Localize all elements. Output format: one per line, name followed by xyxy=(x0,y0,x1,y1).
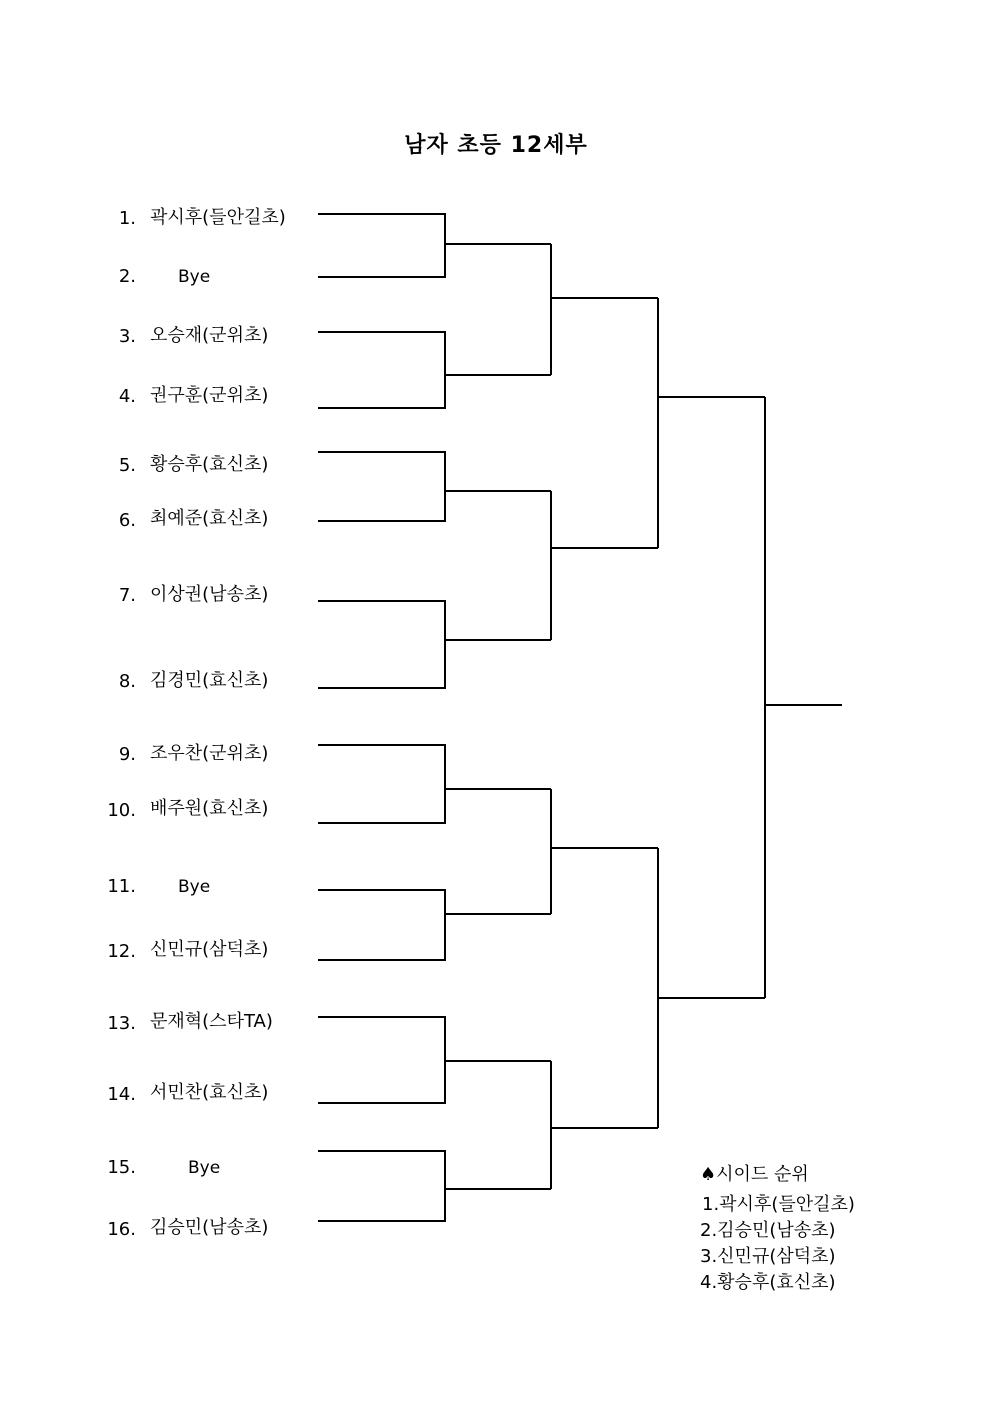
seed-item: 2.김승민(남송초) xyxy=(700,1220,836,1241)
entry-name: 김승민(남송초) xyxy=(150,1217,269,1238)
entry-number: 8. xyxy=(118,671,136,692)
entry-name: 신민규(삼덕초) xyxy=(150,939,269,960)
entry-name: Bye xyxy=(178,267,211,287)
match-line xyxy=(318,601,551,688)
match-line xyxy=(551,244,658,375)
entry-name: 권구훈(군위초) xyxy=(150,385,269,406)
match-line xyxy=(318,332,551,408)
entry-number: 11. xyxy=(107,876,136,897)
match-line xyxy=(551,491,658,640)
match-line xyxy=(318,452,551,521)
entry-number: 4. xyxy=(118,386,136,407)
entry-name: 이상권(남송초) xyxy=(150,584,269,605)
match-line xyxy=(318,890,551,960)
seed-item: 4.황승후(효신초) xyxy=(700,1272,836,1293)
entry-name: 최예준(효신초) xyxy=(150,508,269,529)
entry-number: 3. xyxy=(118,326,136,347)
match-line xyxy=(765,397,842,998)
match-line xyxy=(551,1061,658,1189)
entry-number: 6. xyxy=(118,510,136,531)
entry-number: 15. xyxy=(107,1157,136,1178)
seed-ranking-title: ♠시이드 순위 xyxy=(700,1164,809,1185)
match-line xyxy=(318,1017,551,1103)
entry-number: 9. xyxy=(118,744,136,765)
page-title: 남자 초등 12세부 xyxy=(404,133,588,158)
entry-name: Bye xyxy=(178,877,211,897)
match-line xyxy=(318,1151,551,1221)
seed-item: 1.곽시후(들안길초) xyxy=(702,1194,855,1215)
entry-number: 13. xyxy=(107,1013,136,1034)
entry-name: 배주원(효신초) xyxy=(150,798,269,819)
entry-number: 10. xyxy=(107,800,136,821)
match-line xyxy=(658,298,765,548)
entry-name: 서민찬(효신초) xyxy=(150,1082,269,1103)
entry-number: 7. xyxy=(118,585,136,606)
entry-number: 14. xyxy=(107,1084,136,1105)
entry-number: 2. xyxy=(118,266,136,287)
entry-name: Bye xyxy=(188,1158,221,1178)
entry-name: 김경민(효신초) xyxy=(150,670,269,691)
entry-name: 곽시후(들안길초) xyxy=(150,207,286,228)
seed-ranking xyxy=(700,1162,853,1292)
match-line xyxy=(551,789,658,914)
entry-name: 오승재(군위초) xyxy=(150,325,269,346)
entry-number: 1. xyxy=(118,208,136,229)
entry-name: 문재혁(스타TA) xyxy=(150,1011,273,1032)
entry-name: 조우찬(군위초) xyxy=(150,743,269,764)
entry-number: 16. xyxy=(107,1219,136,1240)
entry-number: 5. xyxy=(118,455,136,476)
match-line xyxy=(658,848,765,1128)
entry-number: 12. xyxy=(107,941,136,962)
seed-item: 3.신민규(삼덕초) xyxy=(700,1246,836,1267)
match-line xyxy=(318,745,551,823)
entry-name: 황승후(효신초) xyxy=(150,454,269,475)
match-line xyxy=(318,214,551,277)
